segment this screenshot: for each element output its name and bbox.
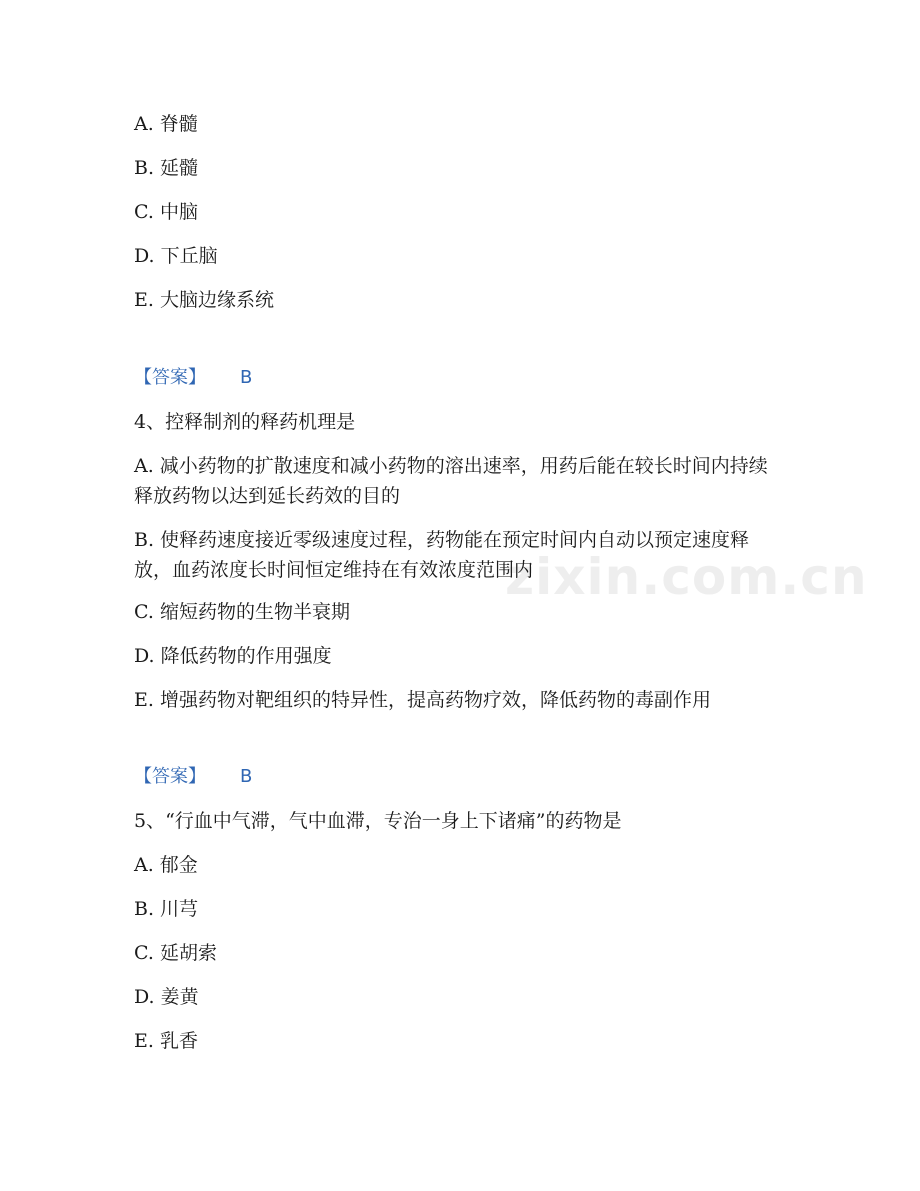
q5-option-b: B. 川芎 [134,898,199,920]
q3-option-b: B. 延髓 [134,157,199,179]
watermark: zixin.com.cn [505,548,868,606]
q4-option-c: C. 缩短药物的生物半衰期 [134,601,350,623]
q4-question: 4、控释制剂的释药机理是 [134,411,356,433]
q5-option-c: C. 延胡索 [134,942,217,964]
q5-option-e: E. 乳香 [134,1030,198,1052]
q5-option-a: A. 郁金 [134,854,198,876]
answer-label: 【答案】 [134,367,206,388]
answer-label: 【答案】 [134,766,206,787]
q3-option-a: A. 脊髓 [134,113,198,135]
q4-option-d: D. 降低药物的作用强度 [134,645,332,667]
q4-answer [134,764,784,790]
q3-option-d: D. 下丘脑 [134,245,218,267]
q3-answer [134,365,784,391]
answer-value: B [240,766,253,787]
q5-option-d: D. 姜黄 [134,986,199,1008]
q4-option-a: A. 减小药物的扩散速度和减小药物的溶出速率，用药后能在较长时间内持续释放药物以达到延长药效的目的 [134,455,768,507]
answer-value: B [240,367,253,388]
q4-option-b: B. 使释药速度接近零级速度过程，药物能在预定时间内自动以预定速度释放，血药浓度长时间恒定维持在有效浓度范围内 [134,529,750,581]
q3-option-c: C. 中脑 [134,201,198,223]
q4-option-e: E. 增强药物对靶组织的特异性，提高药物疗效，降低药物的毒副作用 [134,689,711,711]
q3-option-e: E. 大脑边缘系统 [134,289,274,311]
q5-question: 5、“行血中气滞，气中血滞，专治一身上下诸痛”的药物是 [134,810,622,832]
